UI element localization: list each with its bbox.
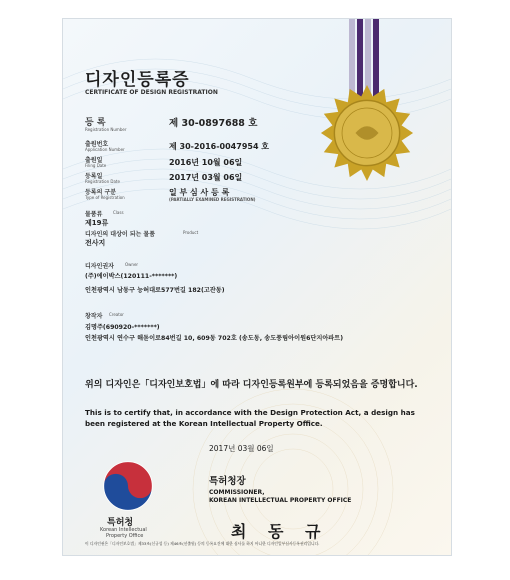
issue-date: 2017년 03월 06일	[209, 444, 274, 453]
statement-english: This is to certify that, in accordance with the Design Protection Act, a design has been registered at the Korean Intellectual Property Office.	[85, 408, 415, 428]
filing-date: 2016년 10월 06일	[169, 158, 243, 167]
kipo-logo-icon	[101, 459, 155, 513]
commissioner-signature: 최 동 규	[231, 522, 329, 541]
filing-label-en: Filing Date	[85, 163, 107, 168]
registration-date-label-en: Registration Date	[85, 179, 120, 184]
certificate-document	[62, 18, 452, 556]
application-label: 출원번호	[85, 141, 109, 148]
certificate-title-en: CERTIFICATE OF DESIGN REGISTRATION	[85, 89, 218, 96]
footer-note: 이 디자인권은「디자인보호법」제33조(신규성 등) 제46조(선출원) 등의 등록요건에 대한 심사를 하지 아니한 디자인일부심사등록권리입니다.	[85, 541, 320, 546]
creator-name: 김명주(690920-*******)	[85, 324, 160, 331]
product-label-en: Product	[183, 230, 199, 235]
filing-label: 출원일	[85, 157, 103, 164]
issuer-english-2: KOREAN INTELLECTUAL PROPERTY OFFICE	[209, 497, 352, 504]
gold-seal-icon	[319, 85, 415, 181]
owner-name: (주)에이박스(120111-*******)	[85, 273, 178, 280]
creator-label: 창작자	[85, 313, 103, 320]
owner-address: 인천광역시 남동구 능허대로577번길 182(고잔동)	[85, 287, 225, 294]
statement-korean: 위의 디자인은「디자인보호법」에 따라 디자인등록원부에 등록되었음을 증명합니다.	[85, 380, 418, 390]
owner-label: 디자인권자	[85, 263, 114, 270]
product-label: 디자인의 대상이 되는 물품	[85, 231, 156, 238]
logo-english-line1: Korean Intellectual	[100, 527, 147, 533]
class-label: 물품류	[85, 211, 103, 218]
class-label-en: Class	[113, 210, 124, 215]
logo-english-line2: Property Office	[106, 533, 144, 539]
type-value-en: (PARTIALLY EXAMINED REGISTRATION)	[169, 197, 256, 202]
issuer-korean: 특허청장	[209, 476, 246, 487]
certificate-title: 디자인등록증	[85, 70, 190, 90]
class-value: 제19류	[85, 219, 109, 227]
registration-number: 제 30-0897688 호	[169, 118, 258, 129]
issuer-english-1: COMMISSIONER,	[209, 489, 265, 496]
product-value: 전사지	[85, 239, 106, 247]
registration-label-en: Registration Number	[85, 127, 127, 132]
registration-date-label: 등록일	[85, 173, 103, 180]
registration-label: 등 록	[85, 118, 106, 128]
registration-date: 2017년 03월 06일	[169, 173, 243, 182]
logo-korean: 특허청	[107, 518, 134, 528]
application-label-en: Application Number	[85, 147, 125, 152]
owner-label-en: Owner	[125, 262, 139, 267]
creator-label-en: Creator	[109, 312, 124, 317]
type-value: 일 부 심 사 등 록	[169, 188, 230, 197]
type-label-en: Type of Registration	[85, 195, 125, 200]
creator-address: 인천광역시 연수구 해돋이로84번길 10, 609동 702호 (송도동, 송도풍림아이원6단지아파트)	[85, 335, 344, 342]
application-number: 제 30-2016-0047954 호	[169, 142, 270, 151]
type-label: 등록의 구분	[85, 189, 117, 196]
